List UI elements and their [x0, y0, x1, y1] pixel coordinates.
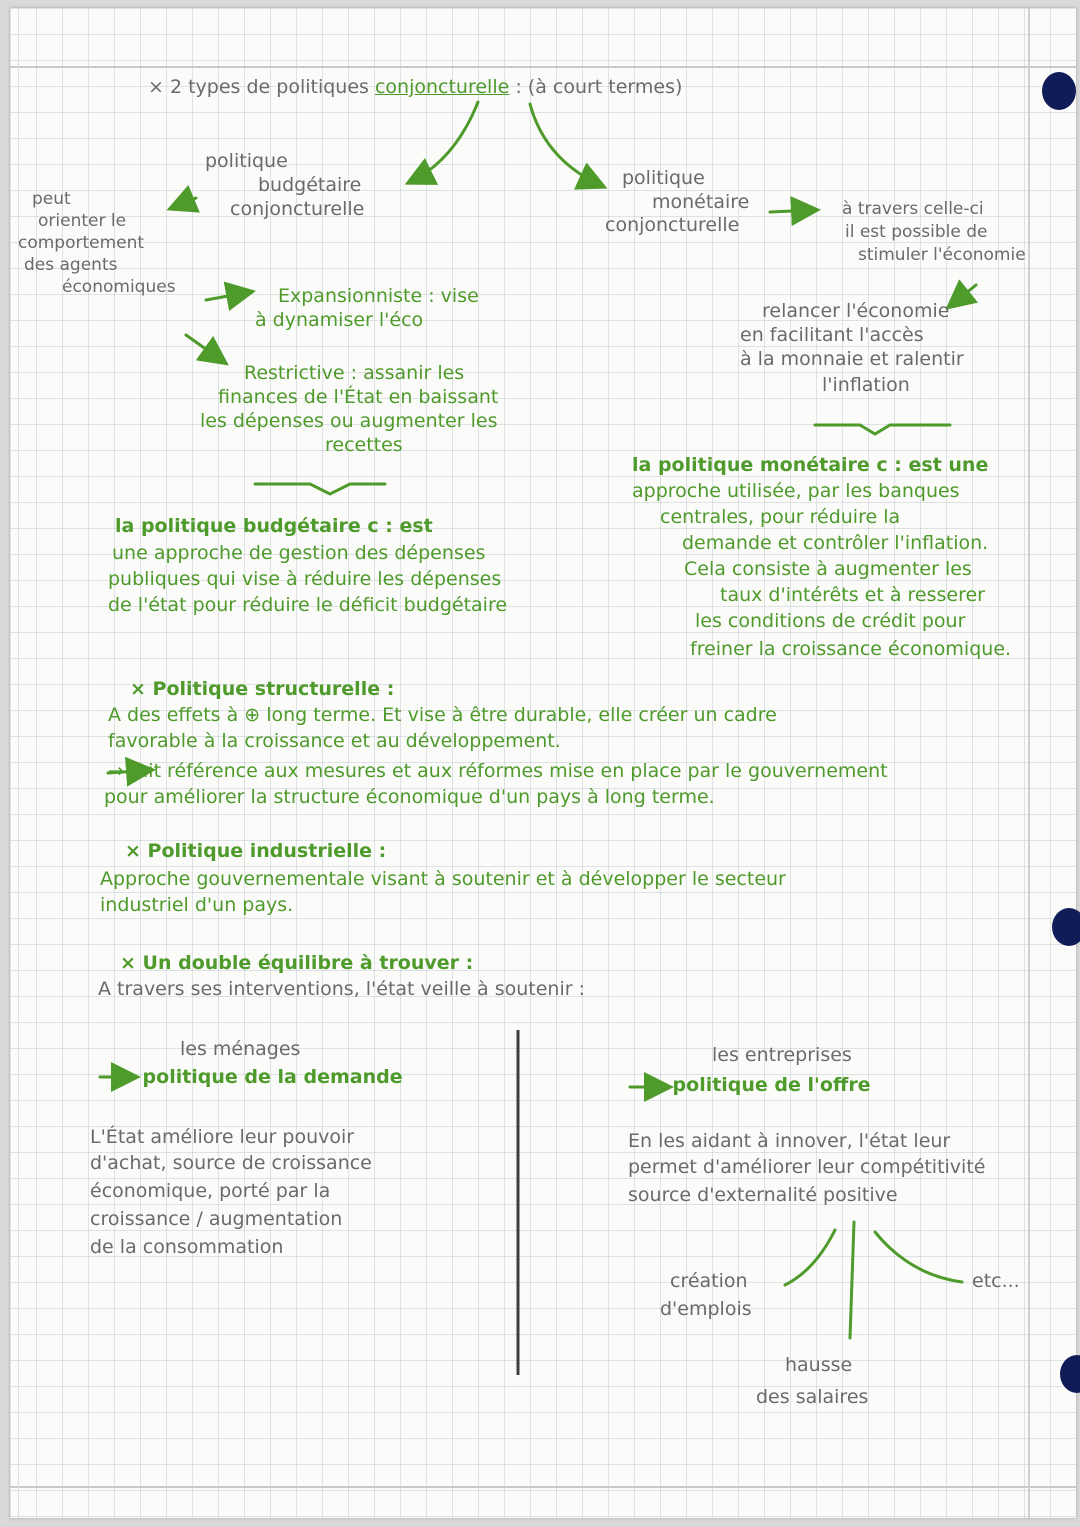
relaunch-3: à la monnaie et ralentir	[740, 348, 964, 370]
influence-1: peut	[32, 189, 71, 209]
restriction-2: finances de l'État en baissant	[218, 386, 499, 408]
balance-title: × Un double équilibre à trouver :	[120, 952, 474, 974]
monetary-label-1: politique	[622, 167, 705, 189]
budget-def-1: une approche de gestion des dépenses	[112, 542, 486, 564]
structural-2: favorable à la croissance et au développement.	[108, 730, 561, 752]
influence-2: orienter le	[38, 211, 127, 231]
arrow-through	[770, 210, 815, 212]
influence-5: économiques	[62, 277, 176, 297]
restriction-4: recettes	[325, 434, 403, 456]
monetary-def-2: centrales, pour réduire la	[660, 506, 901, 528]
through-1: à travers celle-ci	[842, 199, 984, 219]
effect-wages-2: des salaires	[756, 1386, 869, 1408]
budget-label-3: conjoncturelle	[230, 198, 365, 220]
branch-right	[875, 1232, 962, 1282]
arrow-relaunch	[950, 285, 976, 306]
monetary-def-4: Cela consiste à augmenter les	[684, 558, 972, 580]
budget-def-2: publiques qui vise à réduire les dépenses	[108, 568, 502, 590]
types-title-green: conjoncturelle	[374, 76, 510, 98]
effect-wages-1: hausse	[785, 1354, 853, 1376]
budget-def-3: de l'état pour réduire le déficit budgétaire	[108, 594, 508, 616]
monetary-def-7: freiner la croissance économique.	[690, 638, 1012, 660]
companies-label: les entreprises	[712, 1044, 852, 1066]
structural-title: × Politique structurelle :	[130, 678, 395, 700]
branch-mid	[850, 1222, 854, 1338]
expansion-1: Expansionniste : vise	[278, 285, 479, 307]
arrow-to-monetary	[530, 104, 602, 186]
through-3: stimuler l'économie	[858, 245, 1026, 265]
demand-text-3: économique, porté par la	[90, 1180, 331, 1202]
budget-label-2: budgétaire	[258, 174, 362, 196]
divider-monetary	[815, 425, 950, 434]
types-title-suffix: : (à court termes)	[515, 76, 683, 98]
monetary-def-1: approche utilisée, par les banques	[632, 480, 960, 502]
relaunch-4: l'inflation	[822, 374, 910, 396]
monetary-def-6: les conditions de crédit pour	[695, 610, 966, 632]
types-title	[148, 74, 682, 100]
industrial-1: Approche gouvernementale visant à soutenir et à développer le secteur	[100, 868, 786, 890]
demand-text-2: d'achat, source de croissance	[90, 1152, 372, 1174]
relaunch-2: en facilitant l'accès	[740, 324, 924, 346]
monetary-definition-title: la politique monétaire c : est une	[632, 454, 989, 476]
arrow-to-influence	[172, 198, 196, 208]
households-label: les ménages	[180, 1038, 301, 1060]
industrial-2: industriel d'un pays.	[100, 894, 294, 916]
through-2: il est possible de	[845, 222, 988, 242]
monetary-label-3: conjoncturelle	[605, 214, 740, 236]
expansion-2: à dynamiser l'éco	[255, 309, 424, 331]
monetary-label-2: monétaire	[652, 191, 750, 213]
relaunch-1: relancer l'économie	[762, 300, 950, 322]
effect-etc: etc...	[972, 1270, 1020, 1292]
demand-text-5: de la consommation	[90, 1236, 284, 1258]
balance-intro: A travers ses interventions, l'état veille à soutenir :	[98, 978, 586, 1000]
offer-text-3: source d'externalité positive	[628, 1184, 898, 1206]
structural-4: pour améliorer la structure économique d'un pays à long terme.	[104, 786, 715, 808]
offer-text-1: En les aidant à innover, l'état leur	[628, 1130, 951, 1152]
restriction-3: les dépenses ou augmenter les	[200, 410, 498, 432]
influence-3: comportement	[18, 233, 145, 253]
budget-definition-title: la politique budgétaire c : est	[115, 515, 433, 537]
demand-text-1: L'État améliore leur pouvoir	[90, 1126, 355, 1148]
offer-policy: → politique de l'offre	[650, 1074, 871, 1096]
industrial-title: × Politique industrielle :	[125, 840, 387, 862]
effect-jobs-2: d'emplois	[660, 1298, 752, 1320]
types-title-main: × 2 types de politiques	[148, 76, 369, 98]
effect-jobs-1: création	[670, 1270, 748, 1292]
structural-1: A des effets à ⊕ long terme. Et vise à être durable, elle créer un cadre	[108, 704, 777, 726]
influence-4: des agents	[24, 255, 118, 275]
arrow-to-restriction	[186, 335, 224, 362]
offer-text-2: permet d'améliorer leur compétitivité	[628, 1156, 986, 1178]
structural-3: → fait référence aux mesures et aux réformes mise en place par le gouvernement	[108, 760, 888, 782]
restriction-1: Restrictive : assanir les	[244, 362, 465, 384]
arrow-to-expansion	[206, 292, 250, 300]
demand-text-4: croissance / augmentation	[90, 1208, 343, 1230]
monetary-def-5: taux d'intérêts et à resserer	[720, 584, 985, 606]
demand-policy: → politique de la demande	[120, 1066, 403, 1088]
branch-left	[785, 1230, 835, 1285]
budget-label-1: politique	[205, 150, 288, 172]
arrow-to-budget	[410, 102, 478, 182]
divider-budget	[255, 484, 385, 494]
monetary-def-3: demande et contrôler l'inflation.	[682, 532, 989, 554]
